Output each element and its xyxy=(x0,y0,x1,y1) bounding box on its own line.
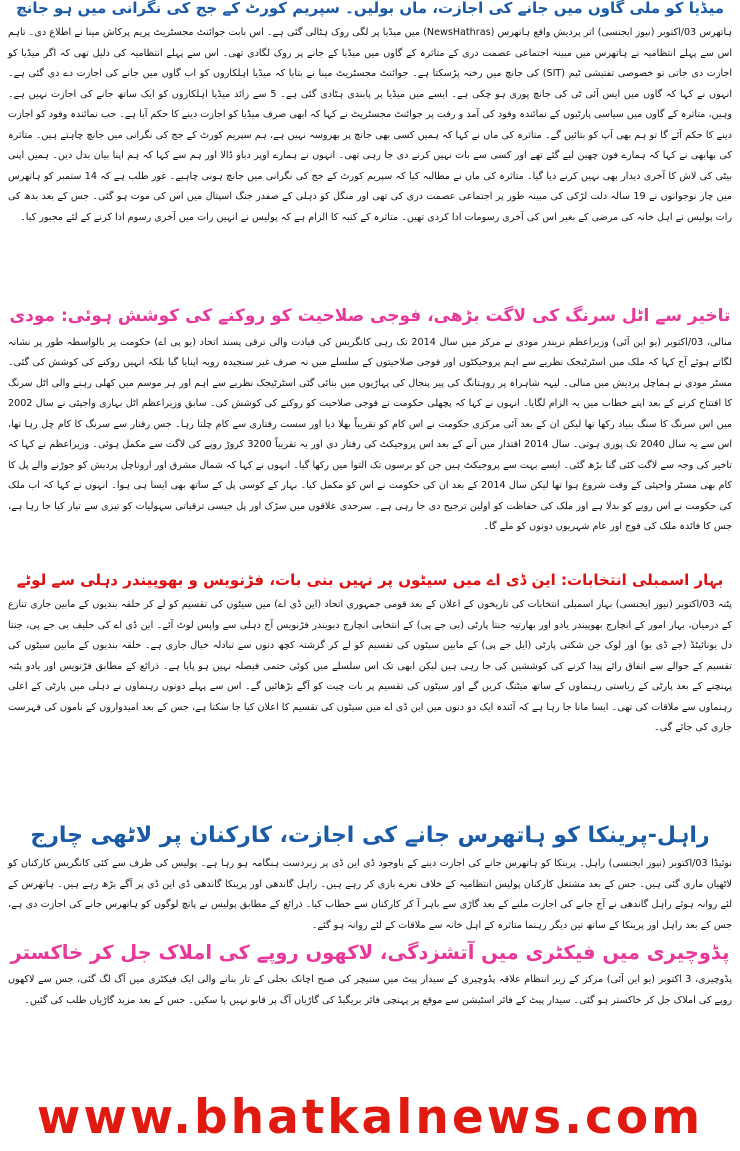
article-puducherry-fire xyxy=(8,942,732,1011)
article-body: نوئیڈا 03/اکتوبر (نیوز ایجنسی) راہل۔ پرینکا کو ہاتھرس جانے کی اجازت دینے کے باوجود ڈی این ڈی پر زبردست ہنگامہ ہو رہا ہے۔ پولیس کی طرف سے کئی کانگریس کارکنان کو لاٹھیاں ماری گئی ہیں۔ جس کے بعد مشتعل کارکنان پولیس انتظامیہ کے خلاف نعرے بازی کر رہے ہیں۔ راہل گاندھی اور پرینکا گاندھی ڈی این ڈی پر آگے بڑھ رہے ہیں۔ ہاتھرس کے لئے روانہ ہوئے راہل گاندھی نے آج جانے کی اجازت ملنے کے بعد گاڑی سے باہر آ کر کارکنان سے خطاب کیا۔ ذرائع کے مطابق پولیس نے پانچ لوگوں کو ہاتھرس جانے کی اجازت دی ہے، جس کے بعد راہل اور پرینکا کے ساتھ تین دیگر رہنما متاثرہ کے اہل خانہ سے ملاقات کے لئے روانہ ہو گئے۔ xyxy=(8,858,732,931)
article-media-permission xyxy=(8,0,732,228)
article-headline: میڈیا کو ملی گاوں میں جانے کی اجازت، ماں بولیں۔ سپریم کورٹ کے جج کی نگرانی میں ہو جانچ xyxy=(15,0,725,17)
article-body: پڈوچیری، 3 اکتوبر (یو این آئی) مرکز کے زیر انتظام علاقہ پڈوچیری کے سیدار پیٹ میں سنیچر کی صبح اچانک بجلی کے تار بنانے والی ایک فیکٹری میں آگ لگ گئی، جس سے لاکھوں روپے کی املاک جل کر خاکستر ہو گئی۔ سیدار پیٹ کے فائر اسٹیشن سے موقع پر پہنچی فائر بریگیڈ کی گاڑیاں آگ پر قابو نہیں پا سکیں۔ جس کے بعد مزید گاڑیاں طلب کی گئیں۔ xyxy=(8,974,732,1006)
article-headline: بہار اسمبلی انتخابات: این ڈی اے میں سیٹوں پر نہیں بنی بات، فڑنویس و بھوپیندر دہلی سے لوٹے xyxy=(16,571,724,589)
article-headline: تاخیر سے اٹل سرنگ کی لاگت بڑھی، فوجی صلاحیت کو روکنے کی کوشش ہوئی: مودی xyxy=(9,306,731,326)
article-body: ہاتھرس 03/اکتوبر (نیوز ایجنسی) اتر پردیش واقع ہاتھرس (NewsHathras) میں میڈیا پر لگی روک ہٹالی گئی ہے۔ اس بابت جوائنٹ مجسٹریٹ پریم پرکاش مینا نے اطلاع دی۔ تاہم اس سے پہلے انتظامیہ نے ہاتھرس میں مبینہ اجتماعی عصمت دری کے متاثرہ کے گاوں میں میڈیا کے جانے پر روک لگادی تھی۔ اس سے پہلے انتظامیہ کی دلیل تھی کہ اگر میڈیا کو اجازت دی جاتی تو خصوصی تفتیشی ٹیم (SIT) کی جانچ میں رخنہ پڑسکتا ہے۔ جوائنٹ مجسٹریٹ مینا نے بتایا کہ میڈیا اہلکاروں کو اب گاوں میں جانے کی اجازت دے دی گئی ہے۔ انہوں نے کہا کہ گاوں میں ایس آئی ٹی کی جانچ پوری ہو چکی ہے۔ ایسے میں میڈیا پر پابندی ہٹادی گئی ہے۔ 5 سے زائد میڈیا اہلکاروں کو ایک ساتھ جانے کی اجازت نہیں ہے۔ وہیں، متاثرہ کے گاوں میں سیاسی پارٹیوں کے نمائندہ وفود کی آمد و رفت پر جوائنٹ مجسٹریٹ نے کہا کہ ابھی صرف میڈیا کو اجازت دینے کا حکم آیا ہے۔ جب نمائندہ وفود کو اجازت دینے کا حکم آئے گا تو ہم بھی آپ کو بتائیں گے۔ متاثرہ کی ماں نے کہا کہ ہمیں کسی بھی جانچ پر بھروسہ نہیں ہے، ہم سپریم کورٹ کے جج کی نگرانی میں جانچ چاہتے ہیں۔ متاثرہ کی بھابھی نے کہا کہ ہمارے فون چھین لیے گئے تھے اور کسی سے بات نہیں کرنے دی جا رہی تھی۔ انہوں نے ہمارے اوپر دباو ڈالا اور ہم سے کہا کہ ہم اپنا بیان بدل دیں۔ ہمیں اپنی بیٹی کی لاش کا آخری دیدار بھی نہیں کرنے دیا گیا۔ متاثرہ کی ماں نے مطالبہ کیا کہ سپریم کورٹ کے جج کی نگرانی میں جانچ ہونی چاہیے۔ غور طلب ہے کہ 14 ستمبر کو ہاتھرس میں چار نوجوانوں نے 19 سالہ دلت لڑکی کی مبینہ طور پر اجتماعی عصمت دری کی تھی اور منگل کو دہلی کے صفدر جنگ اسپتال میں اس کی موت ہو گئی۔ جس کے بعد بدھ کی رات پولیس نے اہل خانہ کی مرضی کے بغیر اس کی آخری رسومات ادا کردی تھیں۔ متاثرہ کے کنبہ کا الزام ہے کہ پولیس نے انہیں رات میں آخری رسوم ادا کرنے کے لئے مجبور کیا۔ xyxy=(8,27,733,223)
article-rahul-priyanka xyxy=(8,823,732,936)
site-url-footer: www.bhatkalnews.com xyxy=(36,1090,704,1145)
article-headline: راہل-پرینکا کو ہاتھرس جانے کی اجازت، کارکنان پر لاٹھی چارج xyxy=(30,823,710,848)
article-body: پٹنہ 03/اکتوبر (نیوز ایجنسی) بہار اسمبلی انتخابات کی تاریخوں کے اعلان کے بعد قومی جمہوری اتحاد (این ڈی اے) میں سیٹوں کی تقسیم کو لے کر حلقہ بندیوں کے مابین جاری تنازع کے درمیان، بہار امور کے انچارج بھوپیندر یادو اور بھارتیہ جنتا پارٹی (بی جے پی) کے انتخابی انچارج دیویندر فڑنویس آج دہلی سے واپس لوٹ آئے۔ این ڈی اے کی حلیف بی جے پی، جنتا دل یونائیٹڈ (جے ڈی یو) اور لوک جن شکتی پارٹی (ایل جے پی) کے مابین سیٹوں کی تقسیم کو لے کر گزشتہ کچھ دنوں سے تبادلہ خیال جاری ہے۔ حلقہ بندیوں کے مابین سیٹوں کی تقسیم کے حوالے سے اتفاق رائے پیدا کرنے کی کوششیں کی جا رہی ہیں لیکن ابھی تک اس سلسلے میں کوئی حتمی فیصلہ نہیں ہو پایا ہے۔ ذرائع کے مطابق فڑنویس اور یادو پٹنہ پہنچنے کے بعد پارٹی کے ریاستی رہنماوں کے ساتھ میٹنگ کریں گے اور سیٹوں کی تقسیم پر بات چیت کو آگے بڑھائیں گے۔ اس سے پہلے دونوں رہنماوں نے دہلی میں پارٹی کے اعلی رہنماوں سے ملاقات کی تھی۔ ایسا مانا جا رہا ہے کہ آئندہ ایک دو دنوں میں این ڈی اے میں سیٹوں کی تقسیم کا اعلان کیا جا سکتا ہے، جس کے بعد امیدواروں کے ناموں کی فہرست جاری کی جائے گی۔ xyxy=(8,599,732,734)
article-body: منالی، 03/اکتوبر (یو این آئی) وزیراعظم نریندر مودی نے مرکز میں سال 2014 تک رہی کانگریس کی قیادت والی ترقی پسند اتحاد (یو پی اے) حکومت پر بالواسطہ طور پر نشانہ لگاتے ہوئے آج کہا کہ ملک میں اسٹرٹیجک نظریے سے اہم پروجیکٹوں اور فوجی صلاحیتوں کے سلسلے میں نہ صرف غیر سنجیدہ رویہ اپنایا گیا بلکہ انہیں روکنے کی کوشش کی گئی۔ مسٹر مودی نے ہماچل پردیش میں منالی۔ لیہہ شاہراہ پر روہتانگ کی پیر پنجال کی پہاڑیوں میں بنائی گئی اسٹرٹیجک نظریے سے اہم اور ہر موسم میں کھلی رہنے والی اٹل سرنگ کا افتتاح کرنے کے بعد اپنے خطاب میں یہ الزام لگایا۔ انہوں نے کہا کہ پچھلی حکومت نے فوجی صلاحیت کو روکنے کی کوشش کی۔ سابق وزیراعظم اٹل بہاری واجپئی نے سال 2002 میں اس سرنگ کا سنگ بنیاد رکھا تھا لیکن ان کے بعد آئی مرکزی حکومت نے اس کام کو تقریباً بھلا دیا اور سست رفتاری سے کام چلتا رہا۔ جس رفتار سے سرنگ کا کام چل رہا تھا، اس سے یہ سال 2040 تک پوری ہوتی۔ سال 2014 اقتدار میں آنے کے بعد اس پروجیکٹ کی رفتار دی اور یہ تقریباً 3200 کروڑ روپے کی لاگت سے مکمل ہوئی۔ وزیراعظم نے کہا کہ تاخیر کی وجہ سے لاگت کئی گنا بڑھ گئی۔ ایسے بہت سے پروجیکٹ ہیں جن کو برسوں تک التوا میں رکھا گیا۔ انہوں نے کہا کہ شمال مشرق اور اروناچل پردیش کو جوڑنے والے پل کا کام بھی مسٹر واجپئی کے وقت شروع ہوا تھا لیکن سال 2014 کے بعد ان کی حکومت نے اس کو مکمل کیا۔ بہار کے کوسی پل کے ساتھ بھی ایسا ہی ہوا۔ انہوں نے کہا کہ اب ملک کی حکومت نے اس رویے کو بدلا ہے اور ملک کی حفاظت کو اولین ترجیح دی جا رہی ہے۔ سرحدی علاقوں میں سڑک اور پل جیسی ترقیاتی سہولیات کو تیزی سے تیار کیا جا رہا ہے، جس کا فائدہ ملک کی فوج اور عام شہریوں دونوں کو ملے گا۔ xyxy=(8,336,732,533)
article-headline: پڈوچیری میں فیکٹری میں آتشزدگی، لاکھوں روپے کی املاک جل کر خاکستر xyxy=(10,941,730,964)
article-atal-tunnel xyxy=(8,307,732,538)
article-bihar-elections xyxy=(8,572,732,739)
